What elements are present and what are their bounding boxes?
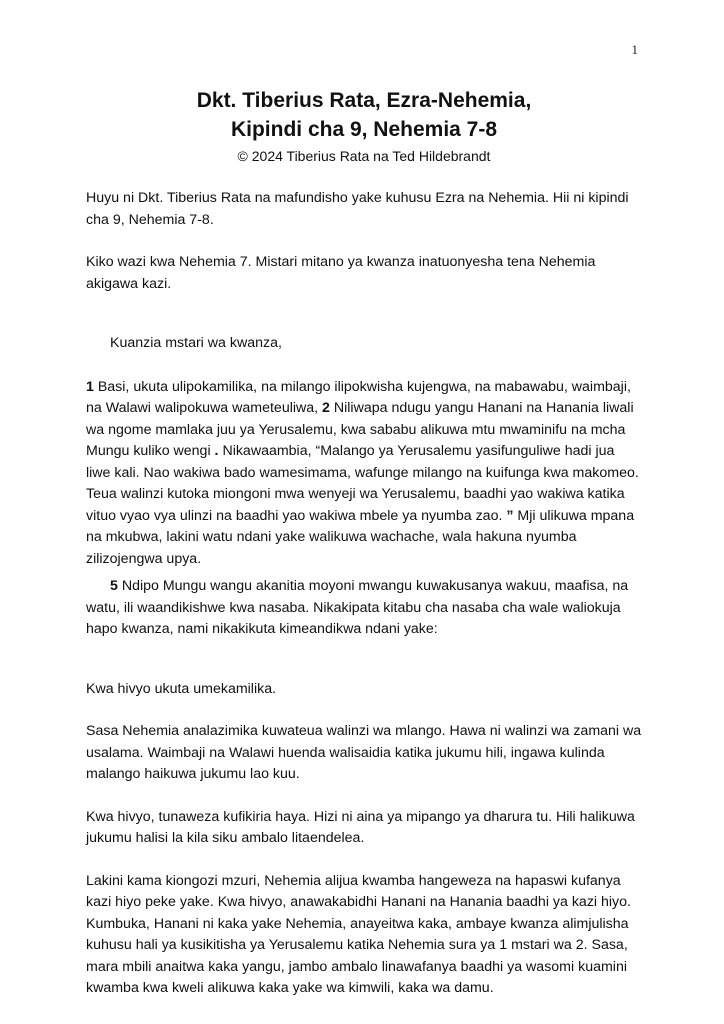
verse-number: 1	[86, 378, 94, 395]
page-number: 1	[631, 42, 638, 57]
verse-number: 2	[322, 400, 330, 416]
scripture-passage	[86, 377, 642, 571]
paragraph: Kuanzia mstari wa kwanza,	[110, 335, 282, 351]
title-line-1: Dkt. Tiberius Rata, Ezra-Nehemia,	[196, 89, 532, 112]
verse-text: Ndipo Mungu wangu akanitia moyoni mwangu kuwakusanya wakuu, maafisa, na watu, ili waandikishwe kwa nasaba. Nikakipata kitabu cha nasaba cha wale waliokuja hapo kwanza, nami nikakikuta kimeandikwa ndani yake:	[86, 578, 629, 637]
paragraph: Sasa Nehemia analazimika kuwateua walinzi wa mlango. Hawa ni walinzi wa zamani wa usalama. Waimbaji na Walawi huenda walisaidia katika jukumu hili, ingawa kulinda malango haikuwa jukumu lao kuu.	[86, 723, 642, 782]
intro-paragraph: Huyu ni Dkt. Tiberius Rata na mafundisho yake kuhusu Ezra na Nehemia. Hii ni kipindi cha 9, Nehemia 7-8.	[86, 190, 629, 228]
paragraph: Lakini kama kiongozi mzuri, Nehemia alijua kwamba hangeweza na hapaswi kufanya kazi hiyo peke yake. Kwa hivyo, anawakabidhi Hanani na Hanania baadhi ya kazi hiyo. Kumbuka, Hanani ni kaka yake Nehemia, anayeitwa kaka, ambaye kwanza alimjulisha kuhusu hali ya kusikitisha ya Yerusalemu katika Nehemia sura ya 1 mstari wa 2. Sasa, mara mbili anaitwa kaka yangu, jambo ambalo linawafanya baadhi ya wasomi kuamini kwamba kwa kweli alikuwa kaka yake wa kimwili, kaka wa damu.	[86, 872, 631, 996]
title-line-2: Kipindi cha 9, Nehemia 7-8	[230, 118, 498, 141]
verse-text: Basi, ukuta ulipokamilika, na milango ilipokwisha kujengwa, na mabawabu, waimbaji, na Walawi walipokuwa wameteuliwa,	[86, 378, 631, 416]
verse-text: Nikawaambia, “Malango ya Yerusalemu yasifunguliwe hadi jua liwe kali. Nao wakiwa bado wamesimama, wafunge milango na kuifunga kwa makomeo. Teua walinzi kutoka miongoni mwa wenyeji wa Yerusalemu, baadhi yao wakiwa katika vituo vyao vya ulinzi na baadhi yao wakiwa mbele ya nyumba zao.	[86, 443, 639, 524]
verse-punctuation: .	[214, 443, 219, 459]
document-title	[86, 86, 642, 144]
paragraph: Kwa hivyo, tunaweza kufikiria haya. Hizi ni aina ya mipango ya dharura tu. Hili halikuwa jukumu halisi la kila siku ambalo litaendelea.	[86, 808, 635, 846]
copyright-notice: © 2024 Tiberius Rata na Ted Hildebrandt	[237, 148, 491, 164]
scripture-passage	[86, 576, 642, 641]
verse-number: 5	[110, 578, 118, 594]
verse-text: Niliwapa ndugu yangu Hanani na Hanania liwali wa ngome mamlaka juu ya Yerusalemu, kwa sababu alikuwa mtu mwaminifu na mcha Mungu kuliko wengi	[86, 400, 634, 459]
verse-punctuation: ”	[506, 507, 514, 524]
verse-text: Mji ulikuwa mpana na mkubwa, lakini watu ndani yake walikuwa wachache, wala hakuna nyumba zilizojengwa upya.	[86, 507, 635, 567]
paragraph: Kiko wazi kwa Nehemia 7. Mistari mitano ya kwanza inatuonyesha tena Nehemia akigawa kazi.	[86, 254, 596, 292]
document-body	[86, 86, 642, 1000]
paragraph: Kwa hivyo ukuta umekamilika.	[86, 680, 277, 697]
